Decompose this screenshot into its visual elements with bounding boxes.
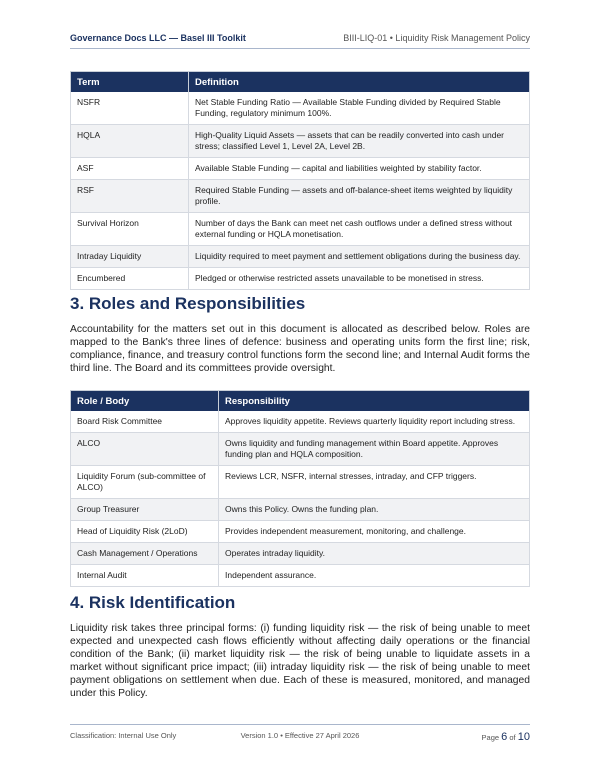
table-row: [71, 92, 530, 125]
definition-cell: Liquidity required to meet payment and settlement obligations during the business day.: [189, 246, 530, 268]
term-cell: RSF: [71, 180, 189, 213]
table-row: [71, 180, 530, 213]
total-pages: 10: [517, 731, 530, 743]
header-company: Governance Docs LLC — Basel III Toolkit: [70, 33, 246, 43]
column-header-responsibility: Responsibility: [219, 391, 530, 412]
responsibility-cell: Operates intraday liquidity.: [219, 543, 530, 565]
term-cell: NSFR: [71, 92, 189, 125]
role-cell: Head of Liquidity Risk (2LoD): [71, 521, 219, 543]
definition-cell: Net Stable Funding Ratio — Available Stable Funding divided by Required Stable Funding, regulatory minimum 100%.: [189, 92, 530, 125]
roles-table-header: [71, 391, 530, 412]
table-row: [71, 125, 530, 158]
table-row: [71, 158, 530, 180]
definition-cell: Number of days the Bank can meet net cash outflows under a defined stress without external funding or HQLA monetisation.: [189, 213, 530, 246]
definition-cell: Pledged or otherwise restricted assets unavailable to be monetised in stress.: [189, 268, 530, 290]
terms-table: [70, 71, 530, 290]
footer-classification: Classification: Internal Use Only: [70, 731, 177, 740]
table-row: [71, 433, 530, 466]
table-row: [71, 521, 530, 543]
term-cell: Survival Horizon: [71, 213, 189, 246]
table-row: [71, 543, 530, 565]
header-divider: [70, 48, 530, 49]
term-cell: ASF: [71, 158, 189, 180]
table-row: [71, 499, 530, 521]
role-cell: Group Treasurer: [71, 499, 219, 521]
terms-table-header: [71, 72, 530, 93]
definition-cell: Required Stable Funding — assets and off-balance-sheet items weighted by liquidity profile.: [189, 180, 530, 213]
section-heading-risk-identification: 4. Risk Identification: [70, 593, 236, 612]
responsibility-cell: Owns this Policy. Owns the funding plan.: [219, 499, 530, 521]
responsibility-cell: Independent assurance.: [219, 565, 530, 587]
responsibility-cell: Reviews LCR, NSFR, internal stresses, intraday, and CFP triggers.: [219, 466, 530, 499]
footer-version: Version 1.0 • Effective 27 April 2026: [240, 731, 360, 740]
page-header: [70, 33, 530, 49]
footer-page-number: [482, 731, 530, 743]
role-cell: ALCO: [71, 433, 219, 466]
table-row: [71, 565, 530, 587]
term-cell: Intraday Liquidity: [71, 246, 189, 268]
responsibility-cell: Approves liquidity appetite. Reviews quarterly liquidity report including stress.: [219, 411, 530, 433]
table-row: [71, 411, 530, 433]
table-row: [71, 268, 530, 290]
table-row: [71, 213, 530, 246]
definition-cell: High-Quality Liquid Assets — assets that can be readily converted into cash under stress; classified Level 1, Level 2A, Level 2B.: [189, 125, 530, 158]
page-of-label: of: [509, 733, 516, 742]
table-row: [71, 466, 530, 499]
current-page: 6: [501, 731, 508, 743]
role-cell: Cash Management / Operations: [71, 543, 219, 565]
page-label: Page: [481, 733, 500, 742]
term-cell: Encumbered: [71, 268, 189, 290]
responsibility-cell: Provides independent measurement, monitoring, and challenge.: [219, 521, 530, 543]
column-header-term: Term: [71, 72, 189, 93]
section-heading-roles: 3. Roles and Responsibilities: [70, 294, 306, 313]
header-document-id: BIII-LIQ-01 • Liquidity Risk Management Policy: [343, 33, 530, 43]
role-cell: Internal Audit: [71, 565, 219, 587]
column-header-role: Role / Body: [71, 391, 219, 412]
section-paragraph-risk-identification: Liquidity risk takes three principal forms: (i) funding liquidity risk — the risk of being unable to meet expected and unexpected cash flows efficiently without affecting daily operations or the financial condition of the Bank; (ii) market liquidity risk — the risk of being unable to liquidate assets in a market without significant price impact; (iii) intraday liquidity risk — the risk of being unable to meet payment obligations on settlement when due. Each of these is measured, monitored, and managed under this Policy.: [70, 623, 530, 699]
roles-table: [70, 390, 530, 587]
responsibility-cell: Owns liquidity and funding management within Board appetite. Approves funding plan and HQLA composition.: [219, 433, 530, 466]
role-cell: Liquidity Forum (sub-committee of ALCO): [71, 466, 219, 499]
column-header-definition: Definition: [189, 72, 530, 93]
term-cell: HQLA: [71, 125, 189, 158]
section-paragraph-roles: Accountability for the matters set out in this document is allocated as described below. Roles are mapped to the Bank's three lines of defence: business and operating units form the first line; risk, compliance, finance, and treasury control functions form the second line; and Internal Audit forms the third line. The Board and its committees provide oversight.: [70, 324, 530, 374]
footer-divider: [70, 724, 530, 725]
definition-cell: Available Stable Funding — capital and liabilities weighted by stability factor.: [189, 158, 530, 180]
table-row: [71, 246, 530, 268]
role-cell: Board Risk Committee: [71, 411, 219, 433]
